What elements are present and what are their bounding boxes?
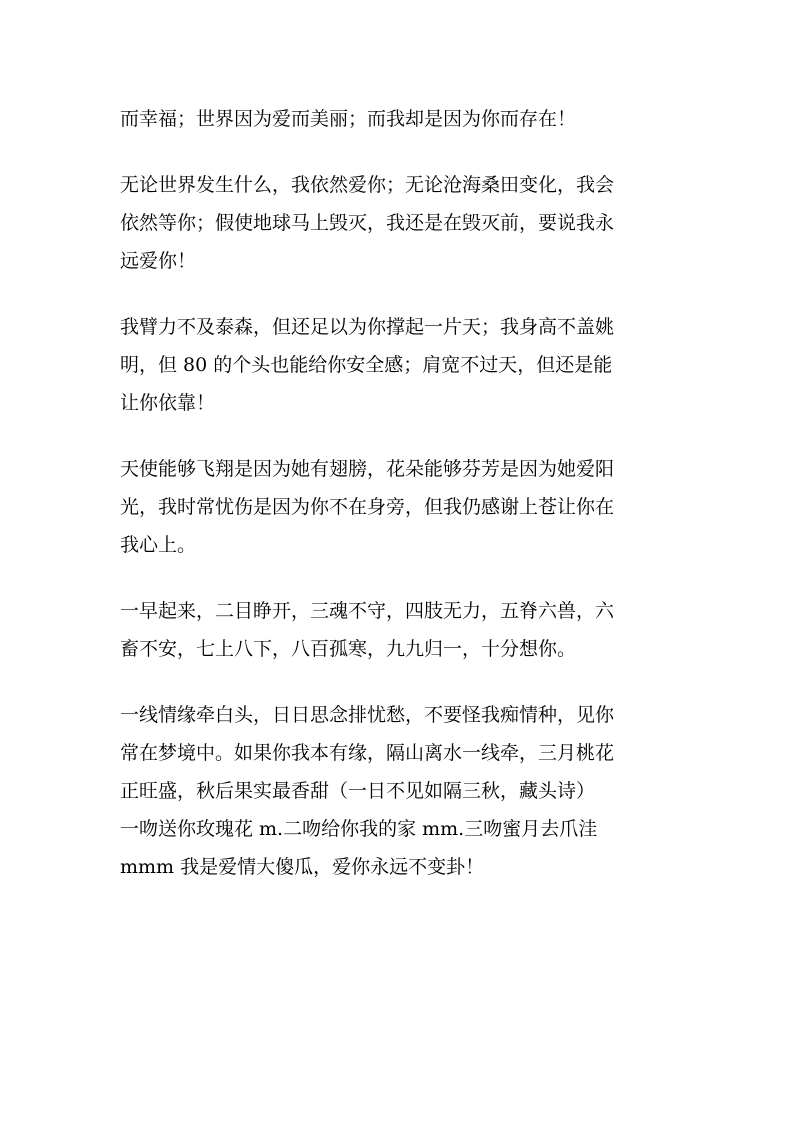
paragraph-4 <box>120 450 680 564</box>
text-line: 而幸福；世界因为爱而美丽；而我却是因为你而存在！ <box>120 108 577 130</box>
text-line: 天使能够飞翔是因为她有翅膀，花朵能够芬芳是因为她爱阳 <box>120 458 615 480</box>
text-line: 一线情缘牵白头，日日思念排忧愁，不要怪我痴情种，见你 <box>120 704 615 726</box>
text-line: 我臂力不及泰森，但还足以为你撑起一片天；我身高不盖姚 <box>120 316 615 338</box>
text-line: 常在梦境中。如果你我本有缘，隔山离水一线牵，三月桃花 <box>120 742 615 764</box>
text-line: 光，我时常忧伤是因为你不在身旁，但我仍感谢上苍让你在 <box>120 496 615 518</box>
text-line: 明，但 80 的个头也能给你安全感；肩宽不过天，但还是能 <box>120 354 613 376</box>
text-line: 我心上。 <box>120 534 197 556</box>
paragraph-1 <box>120 100 680 138</box>
text-line: 畜不安，七上八下，八百孤寒，九九归一，十分想你。 <box>120 638 577 660</box>
text-line: 依然等你；假使地球马上毁灭，我还是在毁灭前，要说我永 <box>120 212 615 234</box>
text-line: 一早起来，二目睁开，三魂不守，四肢无力，五脊六兽，六 <box>120 600 615 622</box>
text-line: 无论世界发生什么，我依然爱你；无论沧海桑田变化，我会 <box>120 174 615 196</box>
paragraph-3 <box>120 308 680 422</box>
text-line: 正旺盛，秋后果实最香甜（一日不见如隔三秋，藏头诗） <box>120 780 596 802</box>
paragraph-6 <box>120 696 680 886</box>
document-body <box>120 100 680 914</box>
text-line: 远爱你！ <box>120 250 197 272</box>
paragraph-5 <box>120 592 680 668</box>
text-line: mmm 我是爱情大傻瓜，爱你永远不变卦！ <box>120 856 485 878</box>
paragraph-2 <box>120 166 680 280</box>
text-line: 一吻送你玫瑰花 m.二吻给你我的家 mm.三吻蜜月去爪洼 <box>120 818 598 840</box>
text-line: 让你依靠！ <box>120 392 216 414</box>
